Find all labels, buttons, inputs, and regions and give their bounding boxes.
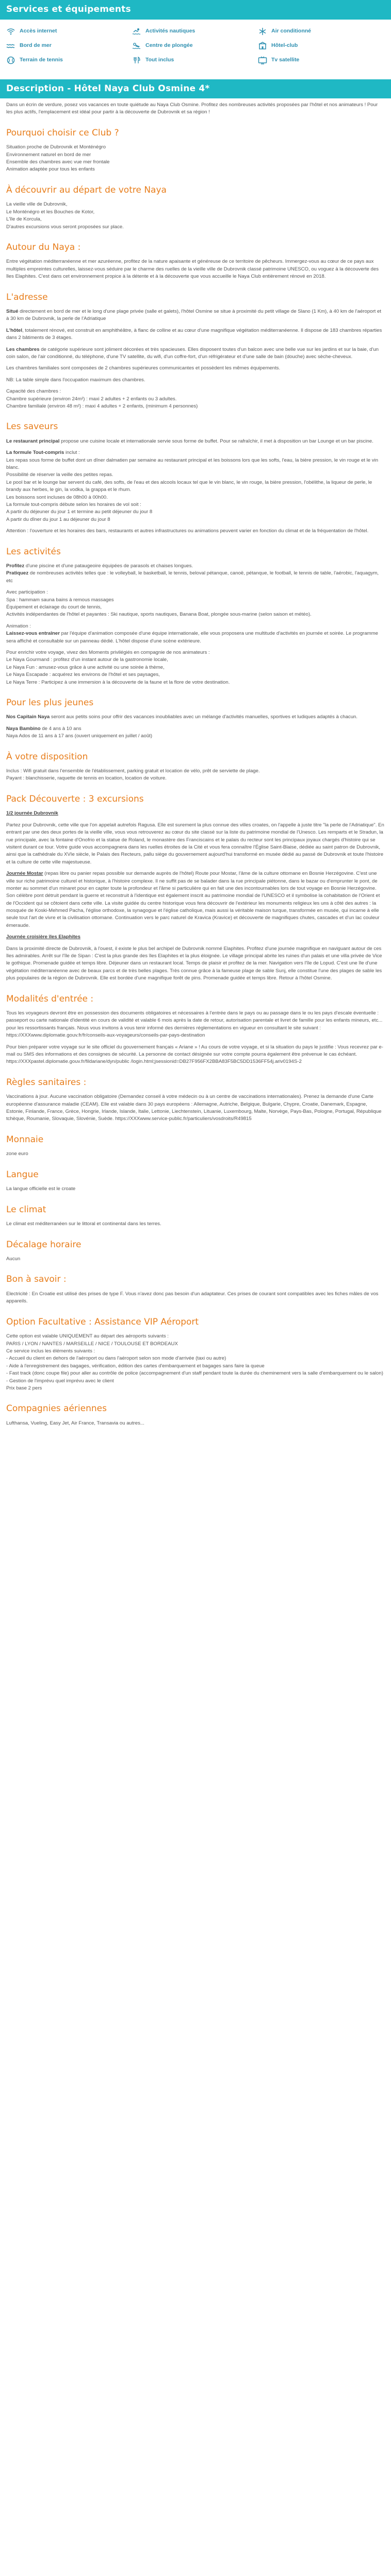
service-item bbox=[132, 56, 258, 65]
allin-line: Les boissons sont incluses de 08h00 à 00h00. bbox=[6, 494, 108, 500]
day2-title: Journée Mostar bbox=[6, 871, 43, 877]
rooms-note: NB: La table simple dans l'occupation maximum des chambres. bbox=[6, 377, 145, 383]
vip-title: Option Facultative : Assistance VIP Aéroport bbox=[6, 1316, 199, 1327]
discover-line: Le Monténégro et les Bouches de Kotor, bbox=[6, 209, 95, 215]
health-text: Vaccinations à jour. Aucune vaccination obligatoire (Demandez conseil à votre médecin ou à un centre de vaccinations internationales). Prenez la demande d'une Carte européenne d'assurance maladie (CEAM). Elle est valable dans 30 pays européens : Allemagne, Autriche, Belgique, Bulgarie, Chypre, Croatie, Danemark, Espagne, Estonie, Finlande, France, Grèce, Hongrie, Irlande, Islande, Italie, Lettonie, Liechtenstein, Lituanie, Luxembourg, Malte, Norvège, Pays-Bas, Pologne, Portugal, République tchèque, Roumanie, Slovaquie, Slovénie, Suède. https://XXXwww.service-public.fr/particuliers/vosdroits/R49815 bbox=[6, 1094, 382, 1122]
restaurant-label: Le restaurant principal bbox=[6, 438, 60, 444]
tv-icon bbox=[258, 56, 267, 65]
discover-line: La vieille ville de Dubrovnik, bbox=[6, 201, 68, 208]
kids-teen: Naya Ados de 11 ans à 17 ans (ouvert uniquement en juillet / août) bbox=[6, 733, 153, 739]
service-item bbox=[132, 41, 258, 50]
moment-line: Le Naya Gourmand : profitez d'un instant autour de la gastronomie locale, bbox=[6, 657, 168, 663]
baby-label: Naya Bambino bbox=[6, 725, 41, 732]
snowflake-icon bbox=[258, 27, 267, 36]
service-item bbox=[258, 56, 384, 65]
currency-title: Monnaie bbox=[6, 1134, 44, 1145]
formalities-text-2: Pour bien préparer votre voyage sur le site officiel du gouvernement français « Ariane » ! Au cours de votre voyage, et si la situation du pays le justifie : Vous recevrez par e-mail ou SMS des informations et des consignes de sécurité. La personne de contact désignée sur votre compte pourra également être prévenue le cas échéant. https://XXXpastel.diplomatie.gouv.fr/fildariane/dyn/public /login.html;jsessionid=DB27F956FX2BBA83F5BC5DD1536FF54j.ariv0194S-2 bbox=[6, 1044, 383, 1065]
day1-title: 1/2 journée Dubrovnik bbox=[6, 810, 58, 817]
waves-icon bbox=[6, 41, 15, 50]
day3-text: Dans la proximité directe de Dubrovnik, à l'ouest, il existe le plus bel archipel de Dubrovnik nommé Elaphites. Profitez d'une journée magnifique en naviguant autour de ces îles admirables. Arrêt sur l'île de Sipan : C'est la plus grande des îles Elaphites et la plus éloignée. Le village principal abrite les ruines d'un palais et une villa privée de Vice le gothique. Promenade guidée et temps libre. Déjeuner dans un restaurant local. Temps de plaisir et profitez de la mer. Navigation vers l'île de Lopud. C'est une île d'une végétation méditerranéenne avec de beaux parcs et de très belles plages. Très connue grâce à la fameuse plage de sable Sunj, elle constitue l'une des plages de sable les plus populaires de la région de Dubrovnik. Elle est bordée d'une magnifique forêt de pins. Promenade guidée et temps libre. Retour à l'hôtel Osmine. bbox=[6, 945, 382, 981]
why-line: Animation adaptée pour tous les enfants bbox=[6, 166, 95, 173]
health-title: Règles sanitaires : bbox=[6, 1077, 87, 1088]
moment-line: Le Naya Terre : Participez à une immersion à la découverte de la faune et la flore de votre destination. bbox=[6, 679, 230, 685]
availability-title: À votre disposition bbox=[6, 751, 88, 762]
service-label: Accès internet bbox=[20, 27, 57, 34]
free-text: d'une piscine et d'une pataugeoire équipées de parasols et chaises longues. bbox=[24, 563, 193, 569]
activities-title: Les activités bbox=[6, 546, 61, 557]
good-to-know-title: Bon à savoir : bbox=[6, 1274, 67, 1285]
availability-line: Inclus : Wifi gratuit dans l'ensemble de l'établissement, parking gratuit et location de vélo, prêt de serviette de plage. bbox=[6, 768, 260, 774]
kids-club-label: Nos Capitain Naya bbox=[6, 714, 50, 720]
discover-line: L'île de Korcula, bbox=[6, 216, 42, 223]
moment-line: Le Naya Fun : amusez-vous grâce à une activité ou une soirée à thème, bbox=[6, 664, 165, 670]
hotel-label: L'hôtel bbox=[6, 327, 23, 333]
formalities-title: Modalités d'entrée : bbox=[6, 993, 94, 1004]
service-label: Bord de mer bbox=[20, 42, 52, 48]
day2-block bbox=[6, 870, 385, 929]
airlines-text: Lufthansa, Vueling, Easy Jet, Air France, Transavia ou autres... bbox=[6, 1420, 144, 1426]
timezone-text: Aucun bbox=[6, 1256, 21, 1262]
activities-free bbox=[6, 563, 385, 570]
kids-club bbox=[6, 714, 385, 721]
climate-text: Le climat est méditerranéen sur le littoral et continental dans les terres. bbox=[6, 1221, 161, 1227]
service-label: Activités nautiques bbox=[145, 27, 196, 34]
why-list bbox=[6, 144, 385, 174]
address-title: L'adresse bbox=[6, 292, 48, 302]
swimmer-icon bbox=[132, 27, 141, 36]
service-label: Hôtel-club bbox=[271, 42, 298, 48]
paid-title: Avec participation : bbox=[6, 589, 48, 596]
family-rooms-text: Les chambres familiales sont composées de 2 chambres supérieures communicantes et possèdent les mêmes équipements. bbox=[6, 365, 281, 371]
allin-line: A partir du dîner du jour 1 au déjeuner du jour 8 bbox=[6, 516, 110, 522]
vip-line: Prix base 2 pers bbox=[6, 1385, 42, 1391]
moment-line: Le Naya Escapade : acquérez les environs de l'hôtel et ses paysages, bbox=[6, 672, 160, 678]
allin-heading bbox=[6, 449, 385, 456]
service-label: Tout inclus bbox=[145, 56, 174, 63]
climate-title: Le climat bbox=[6, 1204, 46, 1215]
paid-line: Activités indépendantes de l'hôtel et payantes : Ski nautique, sports nautiques, Banana Boat, plongée sous-marine (selon saison et météo). bbox=[6, 612, 312, 618]
discover-list bbox=[6, 201, 385, 231]
around-text: Entre végétation méditerranéenne et mer azuréenne, profitez de la nature apaisante et généreuse de ce territoire de pêcheurs. Immergez-vous au cœur de ce pays aux multiples empreintes culturelles, laissez-vous séduire par le charme des ruelles de la vieille ville de Dubrovnik classé patrimoine UNESCO, ou voguez à la découverte des îles Elaphites. C'est dans cet environnement propice à la détente et à la découverte que vous accueille le Naya Club entièrement rénové en 2018. bbox=[6, 259, 379, 280]
anim-title: Animation : bbox=[6, 623, 31, 629]
paid-line: Spa : hammam sauna bains à remous massages bbox=[6, 597, 114, 603]
restaurant-desc: propose une cuisine locale et internationale servie sous forme de buffet. Pour se rafraîchir, il met à disposition un bar Lounge et un bar piscine. bbox=[59, 438, 373, 444]
situation-text: directement en bord de mer et le long d'une plage privée (salle et galets), l'hôtel Osmine se situe à proximité du petit village de Slano (1 Km), à 40 km de l'aéroport et à 30 km de Dubrovnik, la perle de l'Adriatique bbox=[6, 309, 382, 322]
vip-line: - Accueil du client en dehors de l'aéroport ou dans l'aéroport selon son mode d'arrivée (taxi ou autre) bbox=[6, 1355, 226, 1362]
service-label: Tv satellite bbox=[271, 56, 300, 63]
discover-line: D'autres excursions vous seront proposées sur place. bbox=[6, 224, 124, 230]
anim-label: Laissez-vous entraîner bbox=[6, 631, 60, 637]
vip-line: PARIS / LYON / NANTES / MARSEILLE / NICE / TOULOUSE ET BORDEAUX bbox=[6, 1341, 178, 1347]
service-item bbox=[6, 41, 132, 50]
sport-label: Pratiquez bbox=[6, 570, 29, 577]
timezone-title: Décalage horaire bbox=[6, 1239, 82, 1250]
flavors-title: Les saveurs bbox=[6, 421, 58, 432]
kids-baby bbox=[6, 725, 385, 733]
paid-line: Équipement et éclairage du court de tennis, bbox=[6, 604, 102, 611]
service-item bbox=[258, 27, 384, 36]
description-content bbox=[0, 98, 391, 1442]
tennis-icon bbox=[6, 56, 15, 65]
service-item bbox=[6, 56, 132, 65]
all-inclusive-icon bbox=[132, 56, 141, 65]
capacity-line: Chambre supérieure (environ 24m²) : maxi 2 adultes + 2 enfants ou 3 adultes. bbox=[6, 396, 177, 402]
hotel-text: , totalement rénové, est construit en amphithéâtre, à flanc de colline et au cœur d'une magnifique végétation méditerranéenne. Il dispose de 183 chambres réparties dans 2 bâtiments de 3 étages. bbox=[6, 327, 382, 341]
rooms-text: de catégorie supérieure sont joliment décorées et très spacieuses. Elles disposent toutes d'un balcon avec une belle vue sur les jardins et sur la baie, d'un coin salon, de l'air conditionné, du téléphone, d'une TV satellite, du wifi, d'un coffre-fort, d'un réfrigérateur et d'une salle de bain (douche) avec sèche-cheveux. bbox=[6, 346, 379, 360]
allin-line: La formule tout-compris débute selon les horaires de vol soit : bbox=[6, 502, 141, 507]
language-text: La langue officielle est le croate bbox=[6, 1186, 76, 1192]
club-icon bbox=[258, 41, 267, 50]
diver-icon bbox=[132, 41, 141, 50]
service-label: Air conditionné bbox=[271, 27, 311, 34]
around-title: Autour du Naya : bbox=[6, 242, 81, 252]
allin-line: A partir du déjeuner du jour 1 et termine au petit déjeuner du jour 8 bbox=[6, 509, 153, 515]
service-item bbox=[132, 27, 258, 36]
address-rooms bbox=[6, 346, 385, 361]
allin-line: Le pool bar et le lounge bar servent du café, des softs, de l'eau et des alcools locaux tel que le vin blanc, le vin rouge, la bière pression, l'obélithe, la liqueur de perle, le brandy aux herbes, le gin, la vodka, la grappa et le rhum. bbox=[6, 479, 372, 493]
vip-line: Ce service inclus les éléments suivants : bbox=[6, 1348, 95, 1354]
good-to-know-text: Electricité : En Croatie est utilisé des prises de type F. Vous n'avez donc pas besoin d'un adaptateur. Ces prises de courant sont compatibles avec les fiches mâles de vos appareils. bbox=[6, 1291, 379, 1304]
currency-text: zone euro bbox=[6, 1151, 28, 1157]
allin-line: Les repas sous forme de buffet dont un dîner dalmatien par semaine au restaurant principal et les boissons lors que les softs, l'eau, la bière pression, le vin rouge et le vin blanc. bbox=[6, 457, 379, 471]
why-line: Ensemble des chambres avec vue mer frontale bbox=[6, 159, 110, 165]
address-hotel bbox=[6, 327, 385, 342]
service-item bbox=[258, 41, 384, 50]
day3-title: Journée croisière îles Elaphites bbox=[6, 934, 80, 940]
why-line: Environnement naturel en bord de mer bbox=[6, 151, 91, 158]
capacity-title: Capacité des chambres : bbox=[6, 388, 61, 395]
services-grid bbox=[0, 20, 391, 72]
vip-line: Cette option est valable UNIQUEMENT au départ des aéroports suivants : bbox=[6, 1333, 169, 1340]
situation-label: Situé bbox=[6, 309, 19, 315]
description-header: Description - Hôtel Naya Club Osmine 4* bbox=[0, 79, 391, 99]
activities-sport bbox=[6, 570, 385, 585]
day1-text: Partez pour Dubrovnik, cette ville que l'on appelait autrefois Ragusa. Elle est surement la plus connue des villes croates, on l'appelle à juste titre "la perle de l'Adriatique". En entrant par une des deux portes de la vieille ville, vous vous retrouverez au cœur du site classé sur la liste du patrimoine mondial de l'Unesco. Les remparts et le Stradun, la rue principale, avec la fontaine d'Onofrio et la statue de Roland, le monastère des Franciscains et le palais du recteur sont les principaux joyaux chargés d'histoire qui se visitent durant ce tour. Votre guide vous accompagnera dans les ruelles étroites de la Cité et vous fera connaître l'Église Saint-Blaise, dédiée au saint patron de Dubrovnik, ainsi que la cathédrale du XVIe siècle, le Palais des Recteurs, pallu siège du gouvernement aujourd'hui transformé en musée dédié au passé de Dubrovnik et toute l'histoire et la culture de cette ville majestueuse. bbox=[6, 822, 384, 865]
intro-text: Dans un écrin de verdure, posez vos vacances en toute quiétude au Naya Club Osmine. Profitez des nombreuses activités proposées par l'hôtel et nos animateurs ! Pour les plus actifs, l'emplacement est idéal pour partir à la découverte de Dubrovnik et sa région ! bbox=[6, 102, 378, 115]
formalities-text-1: Tous les voyageurs devront être en possession des documents obligatoires et nécessaires à l'entrée dans le pays ou au passage dans le ou les pays d'escale éventuelle : passeport ou carte nationale d'identité en cours de validité et valable 6 mois après la date de retour, autorisation parentale et livret de famille pour les enfants mineurs, etc... pour les ressortissants français. Nous vous invitons à vous tenir informé des dernières réglementations en vigueur en consultant le site suivant : https://XXXwww.diplomatie.gouv.fr/fr/conseils-aux-voyageurs/conseils-par-pays-destination bbox=[6, 1010, 383, 1039]
excursions-title: Pack Découverte : 3 excursions bbox=[6, 793, 144, 804]
allin-label: La formule Tout-compris bbox=[6, 450, 64, 456]
flavors-attention: Attention : l'ouverture et les horaires des bars, restaurants et autres infrastructures ou animations peuvent varier en fonction du climat et de la fréquentation de l'hôtel. bbox=[6, 528, 369, 534]
availability-line: Payant : blanchisserie, raquette de tennis en location, location de voiture. bbox=[6, 775, 167, 782]
restaurant-text bbox=[6, 438, 385, 445]
service-label: Terrain de tennis bbox=[20, 56, 63, 63]
allin-suffix: inclut : bbox=[64, 450, 80, 456]
service-item bbox=[6, 27, 132, 36]
vip-line: - Gestion de l'imprévu quel imprévu avec le client bbox=[6, 1378, 114, 1384]
moments-intro: Pour enrichir votre voyage, vivez des Moments privilégiés en compagnie de nos animateurs : bbox=[6, 649, 210, 655]
sport-text: de nombreuses activités telles que : le volleyball, le basketball, le tennis, beloval pétanque, canoë, pétanque, le football, le tennis de table, l'aérobic, l'aquagym, etc bbox=[6, 570, 379, 584]
rooms-label: Les chambres bbox=[6, 346, 40, 352]
wifi-icon bbox=[6, 27, 15, 36]
why-title: Pourquoi choisir ce Club ? bbox=[6, 127, 119, 138]
anim-text bbox=[6, 630, 385, 645]
allin-line: Possibilité de réserver la veille des petites repas. bbox=[6, 472, 113, 478]
language-title: Langue bbox=[6, 1169, 39, 1180]
service-label: Centre de plongée bbox=[145, 42, 193, 48]
why-line: Situation proche de Dubrovnik et Monténégro bbox=[6, 144, 106, 150]
baby-text: de 4 ans à 10 ans bbox=[40, 725, 82, 732]
services-header: Services et équipements bbox=[0, 0, 391, 20]
vip-line: - Fast track (donc coupe file) pour aller au contrôle de police (accompagnement d'un staff pendant toute la durée du cheminement vers la salle d'embarquement ou le salon) bbox=[6, 1370, 383, 1377]
kids-club-text: seront aux petits soins pour offrir des vacances inoubliables avec un mélange d'activités manuelles, sportives et ludiques adaptés à chacun. bbox=[50, 714, 358, 720]
vip-line: - Aide à l'enregistrement des bagages, vérification, édition des cartes d'embarquement et bagages sans faire la queue bbox=[6, 1363, 265, 1369]
address-situation bbox=[6, 308, 385, 323]
free-label: Profitez bbox=[6, 563, 25, 569]
capacity-line: Chambre familiale (environ 48 m²) : maxi 4 adultes + 2 enfants, (minimum 4 personnes) bbox=[6, 403, 198, 409]
discover-title: À découvrir au départ de votre Naya bbox=[6, 184, 167, 195]
day2-text: (repas libre ou panier repas possible sur demande auprès de l'hôtel) Route pour Mostar, l'âme de la culture ottomane en Bosnie Herzégovine. C'est une ville sur riche patrimoine culturel et historique, à l'histoire complexe. Il ne suffit pas de se balader dans la rue principale piétonne, dans le bazar ou d'emprunter le pont, de monter au sommet d'un minaret pour en capter toute la profondeur et l'âme si particulière qui en fait une des incontournables lors de tout voyage en Bosnie Herzégovine. Son célèbre pont détruit pendant la guerre et reconstruit à l'identique est également inscrit au patrimoine mondial de l'UNESCO et il symbolise la cohabitation de l'Orient et de l'Occident qui se côtoient dans cette ville. La visite guidée du centre historique vous fera découvrir de l'extérieur les monuments religieux les uns à côté des autres : la mosquée de Koski-Mehmed Pacha, l'église orthodoxe, la synagogue et l'église catholique, mais aussi la véritable maison turque, transformée en musée, qui incarne à elle seule tout l'art de vivre et la civilisation ottomane. Continuation vers le parc naturel de Kravica (Kravice) et découverte de magnifiques chutes, cascades et d'un lac couleur émeraude. bbox=[6, 871, 380, 928]
kids-title: Pour les plus jeunes bbox=[6, 697, 94, 708]
anim-desc: par l'équipe d'animation composée d'une équipe internationale, elle vous proposera une multitude d'activités en journée et soirée. Le programme sera affiché et consultable sur un panneau dédié. L'hôtel dispose d'une scène extérieure. bbox=[6, 631, 378, 644]
airlines-title: Compagnies aériennes bbox=[6, 1403, 107, 1414]
